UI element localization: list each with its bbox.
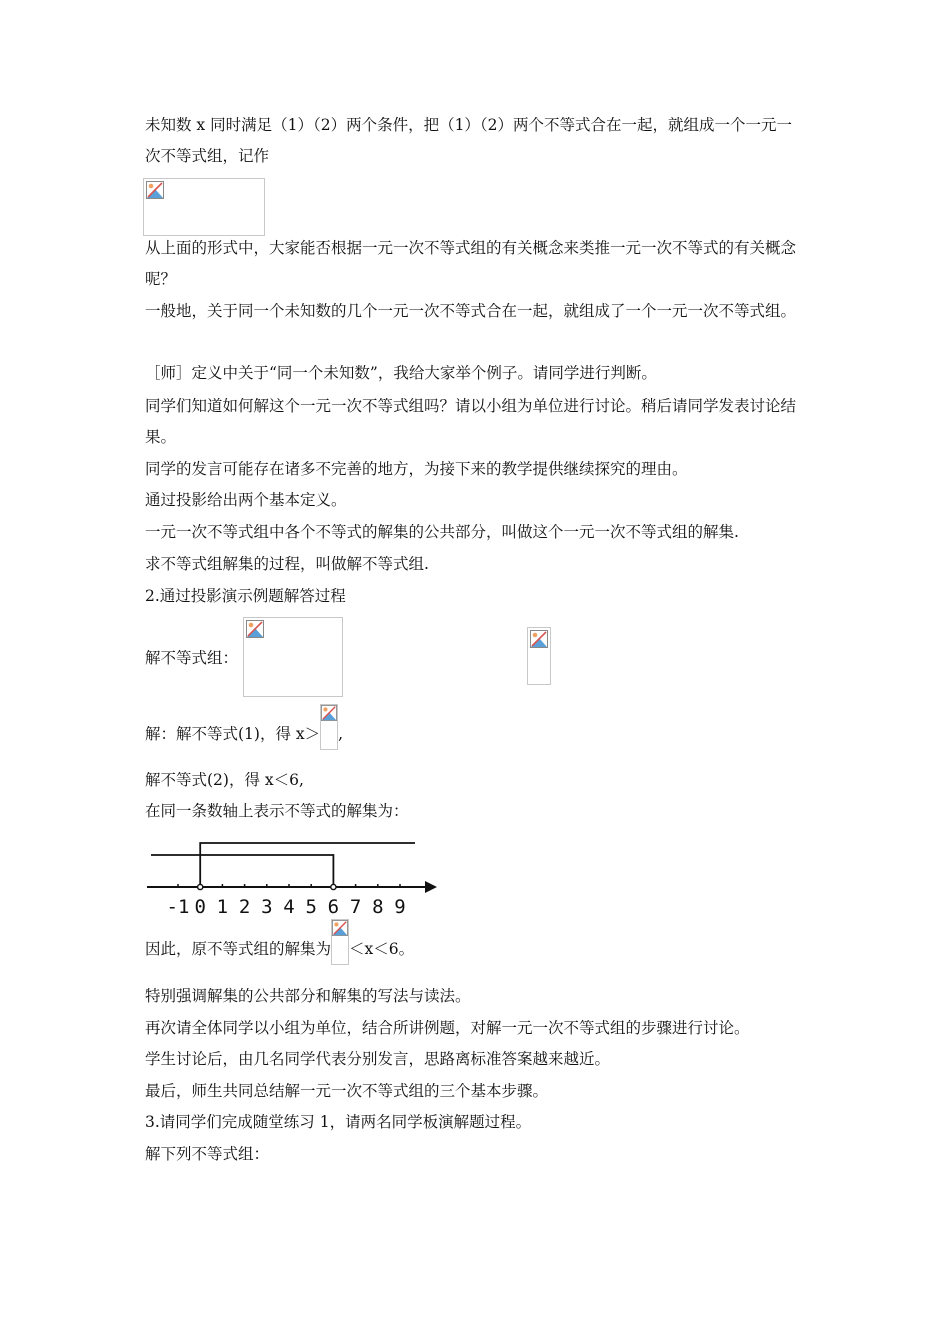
solution-step-1: 解：解不等式(1)，得 x＞ , [145, 719, 805, 750]
tick-label: 4 [283, 896, 295, 918]
broken-image-icon [530, 630, 548, 648]
broken-image-icon [321, 705, 337, 721]
inequality-system-image [143, 178, 265, 236]
solution-interval [151, 855, 333, 887]
section-heading-3: 3.请同学们完成随堂练习 1，请两名同学板演解题过程。 [145, 1113, 532, 1131]
solution-step-2: 解不等式(2)，得 x＜6, [145, 771, 304, 789]
solution-interval [200, 843, 415, 887]
tick-label: 9 [394, 896, 406, 918]
paragraph-projection: 通过投影给出两个基本定义。 [145, 491, 347, 509]
tick-label: 6 [327, 896, 340, 918]
fraction-image [331, 919, 349, 965]
number-line-intro: 在同一条数轴上表示不等式的解集为： [145, 802, 409, 820]
section-heading-2: 2.通过投影演示例题解答过程 [145, 587, 346, 605]
paragraph-feedback: 同学的发言可能存在诸多不完善的地方，为接下来的教学提供继续探究的理由。 [145, 460, 688, 478]
paragraph-intro: 未知数 x 同时满足（1）（2）两个条件，把（1）（2）两个不等式合在一起，就组成一个一元一次不等式组，记作 [145, 116, 793, 165]
solve-label: 解不等式组： [145, 649, 239, 667]
example-aside-image [527, 627, 551, 685]
paragraph-solution-set-def: 一元一次不等式组中各个不等式的解集的公共部分，叫做这个一元一次不等式组的解集. [145, 523, 739, 541]
tick-label: 7 [349, 896, 362, 918]
example-system-image [243, 617, 343, 697]
paragraph-group-discussion: 再次请全体同学以小组为单位，结合所讲例题，对解一元一次不等式组的步骤进行讨论。 [145, 1019, 750, 1037]
tick-label: 0 [194, 896, 206, 918]
open-endpoint [198, 884, 203, 889]
fraction-image [320, 704, 338, 750]
paragraph-discussion: 同学们知道如何解这个一元一次不等式组吗？请以小组为单位进行讨论。稍后请同学发表讨论结果。 [145, 397, 797, 446]
open-endpoint [331, 884, 336, 889]
paragraph-teacher: ［师］定义中关于“同一个未知数”，我给大家举个例子。请同学进行判断。 [145, 364, 657, 382]
paragraph-definition: 一般地，关于同一个未知数的几个一元一次不等式合在一起，就组成了一个一元一次不等式组。 [145, 302, 797, 320]
tick-label: 2 [238, 896, 251, 918]
number-line-diagram [145, 835, 437, 925]
exercise-label: 解下列不等式组： [145, 1145, 270, 1163]
tick-label: 5 [305, 896, 317, 918]
paragraph-emphasis: 特别强调解集的公共部分和解集的写法与读法。 [145, 987, 471, 1005]
broken-image-icon [246, 620, 264, 638]
tick-label: 3 [261, 896, 273, 918]
broken-image-icon [146, 181, 164, 199]
conclusion-line: 因此，原不等式组的解集为 ＜x＜6。 [145, 934, 805, 965]
paragraph-summary: 最后，师生共同总结解一元一次不等式组的三个基本步骤。 [145, 1082, 549, 1100]
paragraph-analogy: 从上面的形式中，大家能否根据一元一次不等式组的有关概念来类推一元一次不等式的有关概念呢？ [145, 239, 797, 288]
tick-label: -1 [166, 896, 190, 918]
tick-label: 1 [216, 896, 229, 918]
paragraph-student-reports: 学生讨论后，由几名同学代表分别发言，思路离标准答案越来越近。 [145, 1050, 611, 1068]
axis-arrow [425, 881, 437, 893]
tick-label: 8 [372, 896, 384, 918]
paragraph-solve-def: 求不等式组解集的过程，叫做解不等式组. [145, 555, 429, 573]
broken-image-icon [332, 920, 348, 936]
